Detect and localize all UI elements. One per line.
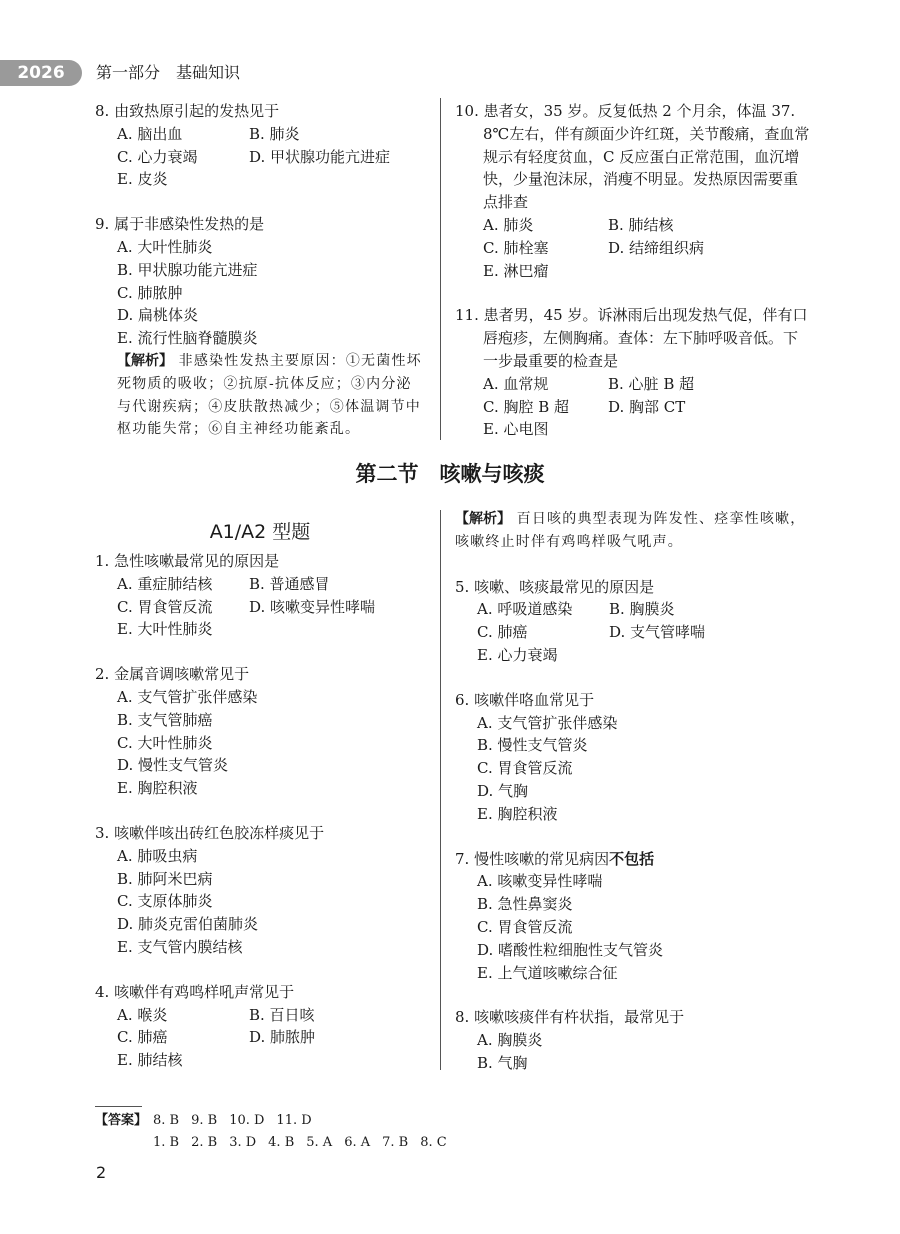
question-stem-emphasis: 不包括 — [609, 849, 655, 868]
option: D. 肺炎克雷伯菌肺炎 — [117, 915, 259, 934]
answer: 6. A — [344, 1135, 371, 1150]
option: E. 肺结核 — [117, 1051, 183, 1070]
option: C. 胃食管反流 — [477, 759, 573, 778]
answer: 4. B — [268, 1135, 295, 1150]
question-stem: 1. 急性咳嗽最常见的原因是 — [95, 552, 280, 570]
option: E. 心力衰竭 — [477, 645, 558, 664]
question-4 — [95, 981, 425, 1072]
option: B. 百日咳 — [249, 1005, 315, 1024]
option: C. 胃食管反流 — [117, 597, 213, 616]
option: A. 咳嗽变异性哮喘 — [477, 872, 603, 891]
question-type-title: A1/A2 型题 — [209, 521, 311, 543]
question-stem: 4. 咳嗽伴有鸡鸣样吼声常见于 — [95, 982, 295, 1001]
option: B. 甲状腺功能亢进症 — [117, 260, 258, 279]
answer: 1. B — [153, 1135, 180, 1150]
option: B. 肺阿米巴病 — [117, 869, 213, 888]
option: E. 心电图 — [483, 420, 549, 439]
option: D. 扁桃体炎 — [117, 306, 199, 325]
option: A. 肺吸虫病 — [117, 846, 198, 865]
option: A. 肺炎 — [483, 215, 534, 234]
question-8 — [95, 100, 425, 191]
question-7 — [455, 848, 810, 985]
question-2 — [95, 663, 425, 800]
year-tab: 2026 — [0, 60, 82, 86]
option: C. 肺癌 — [477, 623, 528, 642]
column-divider — [440, 510, 441, 1070]
question-3 — [95, 822, 425, 959]
part-title: 第一部分 基础知识 — [96, 63, 241, 82]
page-header — [0, 60, 900, 86]
option: D. 嗜酸性粒细胞性支气管炎 — [477, 940, 664, 959]
option: E. 大叶性肺炎 — [117, 620, 213, 639]
option: D. 肺脓肿 — [249, 1028, 316, 1047]
option: D. 咳嗽变异性哮喘 — [249, 597, 376, 616]
answer: 8. C — [420, 1135, 447, 1150]
analysis-note — [455, 508, 810, 554]
top-right-column — [455, 100, 810, 441]
option: A. 血常规 — [483, 374, 549, 393]
analysis-text: 百日咳的典型表现为阵发性、痉挛性咳嗽，咳嗽终止时伴有鸡鸣样吸气吼声。 — [455, 511, 806, 550]
option: A. 胸膜炎 — [477, 1031, 543, 1050]
answer: 3. D — [229, 1135, 257, 1150]
option: A. 支气管扩张伴感染 — [477, 713, 618, 732]
question-stem: 6. 咳嗽伴咯血常见于 — [455, 690, 595, 709]
option: B. 慢性支气管炎 — [477, 736, 588, 755]
option: A. 脑出血 — [117, 124, 183, 143]
option: D. 气胸 — [477, 781, 529, 800]
question-8b — [455, 1006, 810, 1074]
question-stem: 10. 患者女，35 岁。反复低热 2 个月余，体温 37. 8℃左右，伴有颜面少许红斑，关节酸痛，查血常规示有轻度贫血，C 反应蛋白正常范围，血沉增快，少量泡沫尿，消瘦不明显。发热原因需要重点排查 — [455, 102, 810, 212]
option: D. 支气管哮喘 — [609, 623, 706, 642]
analysis-text: 非感染性发热主要原因：①无菌性坏死物质的吸收；②抗原-抗体反应；③内分泌与代谢疾病；④皮肤散热减少；⑤体温调节中枢功能失常；⑥自主神经功能紊乱。 — [117, 352, 422, 438]
option: E. 上气道咳嗽综合征 — [477, 963, 618, 982]
column-divider — [440, 98, 441, 440]
answer: 7. B — [382, 1135, 409, 1150]
question-9 — [95, 213, 425, 350]
question-stem: 2. 金属音调咳嗽常见于 — [95, 665, 250, 684]
option: C. 胸腔 B 超 — [483, 397, 570, 416]
question-stem — [455, 848, 810, 871]
option: A. 喉炎 — [117, 1005, 168, 1024]
option: B. 肺炎 — [249, 124, 300, 143]
answer-key — [95, 1106, 459, 1154]
option: D. 结缔组织病 — [608, 238, 705, 257]
option: C. 支原体肺炎 — [117, 892, 213, 911]
question-6 — [455, 689, 810, 826]
answer: 5. A — [306, 1135, 333, 1150]
answer: 10. D — [229, 1113, 265, 1128]
question-10 — [455, 100, 810, 282]
answer: 2. B — [191, 1135, 218, 1150]
answer-label: 【答案】 — [95, 1113, 148, 1128]
option: A. 支气管扩张伴感染 — [117, 687, 258, 706]
question-stem: 9. 属于非感染性发热的是 — [95, 215, 265, 234]
answer: 11. D — [276, 1113, 312, 1128]
question-stem: 11. 患者男，45 岁。诉淋雨后出现发热气促，伴有口唇疱疹，左侧胸痛。查体：左下肺呼吸音低。下一步最重要的检查是 — [455, 306, 808, 370]
option: B. 急性鼻窦炎 — [477, 895, 573, 914]
analysis-label: 【解析】 — [117, 352, 173, 369]
option: B. 气胸 — [477, 1053, 528, 1072]
option: B. 胸膜炎 — [609, 600, 675, 619]
option: C. 肺脓肿 — [117, 283, 183, 302]
option: B. 普通感冒 — [249, 574, 330, 593]
option: E. 胸腔积液 — [477, 804, 558, 823]
bottom-right-column — [455, 508, 810, 1075]
option: C. 胃食管反流 — [477, 917, 573, 936]
answer: 8. B — [153, 1113, 180, 1128]
option: D. 慢性支气管炎 — [117, 756, 229, 775]
option: A. 呼吸道感染 — [477, 600, 573, 619]
option: E. 淋巴瘤 — [483, 261, 549, 280]
option: B. 心脏 B 超 — [608, 374, 695, 393]
question-1 — [95, 550, 425, 641]
option: A. 重症肺结核 — [117, 574, 213, 593]
answer-rule — [95, 1106, 142, 1107]
question-11 — [455, 304, 810, 441]
option: E. 皮炎 — [117, 170, 168, 189]
section-title: 第二节 咳嗽与咳痰 — [355, 462, 545, 486]
analysis-note — [117, 350, 425, 441]
page-number: 2 — [96, 1163, 107, 1182]
question-stem: 8. 由致热原引起的发热见于 — [95, 102, 280, 120]
question-5 — [455, 576, 810, 667]
option: D. 胸部 CT — [608, 397, 686, 416]
answer: 9. B — [191, 1113, 218, 1128]
question-stem: 5. 咳嗽、咳痰最常见的原因是 — [455, 577, 655, 596]
option: E. 支气管内膜结核 — [117, 937, 243, 956]
option: C. 大叶性肺炎 — [117, 733, 213, 752]
option: C. 心力衰竭 — [117, 147, 198, 166]
option: B. 支气管肺癌 — [117, 710, 213, 729]
question-stem: 8. 咳嗽咳痰伴有杵状指，最常见于 — [455, 1008, 685, 1027]
bottom-left-column — [95, 550, 425, 1072]
top-left-column — [95, 100, 425, 441]
option: B. 肺结核 — [608, 215, 674, 234]
option: A. 大叶性肺炎 — [117, 237, 213, 256]
analysis-label: 【解析】 — [455, 511, 511, 527]
option: D. 甲状腺功能亢进症 — [249, 147, 391, 166]
option: E. 流行性脑脊髓膜炎 — [117, 329, 258, 348]
question-stem: 3. 咳嗽伴咳出砖红色胶冻样痰见于 — [95, 823, 325, 842]
question-stem-text: 7. 慢性咳嗽的常见病因 — [455, 849, 610, 868]
option: E. 胸腔积液 — [117, 779, 198, 798]
option: C. 肺栓塞 — [483, 238, 549, 257]
option: C. 肺癌 — [117, 1028, 168, 1047]
